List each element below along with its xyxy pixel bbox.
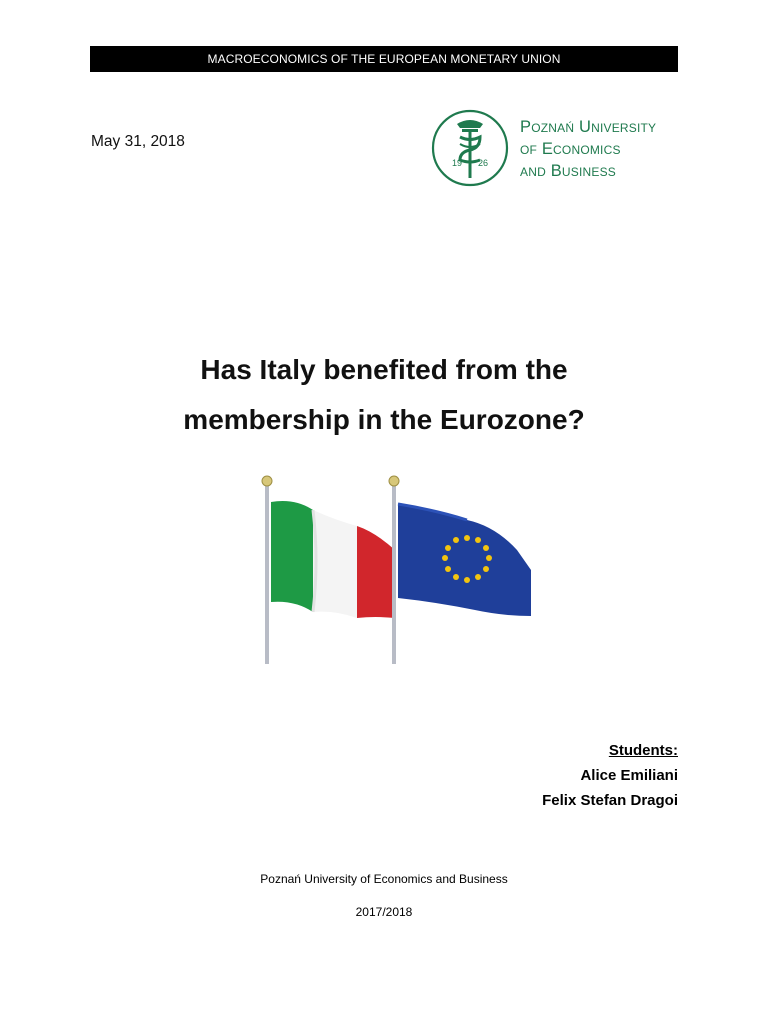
students-block [542,738,678,813]
university-name-line: Poznań University [520,118,657,136]
course-title: MACROECONOMICS OF THE EUROPEAN MONETARY UNION [207,52,561,66]
university-name-line: and Business [520,162,617,180]
footer-academic-year: 2017/2018 [355,905,413,919]
footer-university: Poznań University of Economics and Business [260,872,508,886]
italy-flag [262,476,395,664]
document-date: May 31, 2018 [91,133,185,150]
title-line: membership in the Eurozone? [183,404,585,435]
flags-illustration [255,470,545,670]
eu-flag [389,476,531,664]
course-header-bar [90,46,678,72]
student-name: Felix Stefan Dragoi [542,792,678,809]
student-name: Alice Emiliani [580,767,678,784]
emblem-year-left: 19 [452,158,463,168]
emblem-year-right: 26 [478,158,489,168]
document-title [0,345,768,445]
university-name-line: of Economics [520,140,621,158]
university-emblem-icon [430,104,520,194]
title-line: Has Italy benefited from the [200,354,568,385]
students-heading: Students: [608,742,678,759]
university-logo [430,104,700,194]
university-name [520,116,656,182]
